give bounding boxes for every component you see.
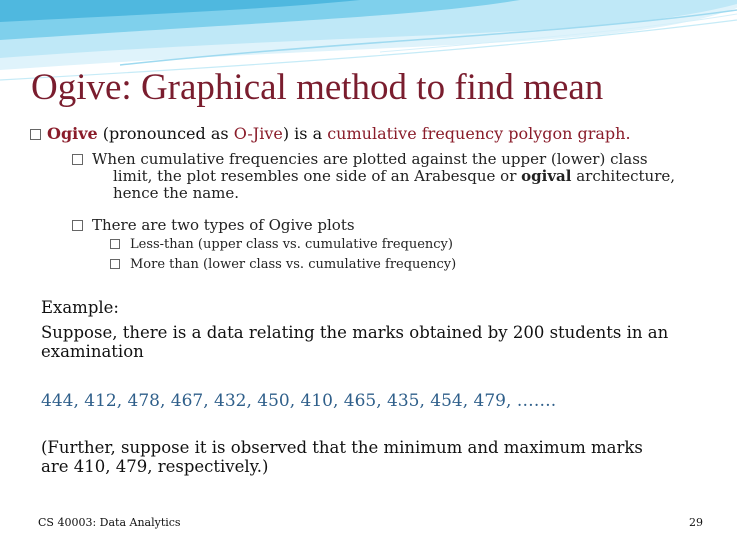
footer-page-number: 29	[689, 516, 703, 529]
bullet-icon	[110, 239, 120, 249]
sub2-item-text: Less-than (upper class vs. cumulative frequency)	[130, 237, 453, 252]
intro-text-1: (pronounced as	[97, 124, 234, 143]
sub2-item-text: More than (lower class vs. cumulative frequency)	[130, 257, 457, 272]
sub2-text: There are two types of Ogive plots	[92, 216, 355, 234]
page-title: Ogive: Graphical method to find mean	[31, 67, 604, 108]
marks-list: 444, 412, 478, 467, 432, 450, 410, 465, 435, 454, 479, …….	[41, 391, 557, 411]
example-heading: Example:	[41, 298, 119, 317]
sub1-text1: When cumulative frequencies are plotted against the upper (lower) class	[92, 150, 648, 168]
sub1-line1	[92, 150, 648, 168]
bullet-icon	[72, 154, 83, 165]
sub1-text2b: architecture,	[571, 167, 676, 185]
note-line2: are 410, 479, respectively.)	[41, 457, 269, 476]
definition: cumulative frequency polygon graph.	[327, 124, 631, 143]
example-line1: Suppose, there is a data relating the marks obtained by 200 students in an	[41, 323, 669, 342]
sub1-line3: hence the name.	[113, 184, 240, 202]
sub2-item-more-than	[110, 257, 456, 272]
intro-text-2: ) is a	[282, 124, 328, 143]
sub2-item-less-than	[110, 237, 453, 252]
example-line2: examination	[41, 342, 144, 361]
bullet-icon	[30, 129, 41, 140]
pronunciation: O-Jive	[233, 124, 283, 143]
term-ogive: Ogive	[47, 124, 98, 143]
intro-line	[30, 124, 631, 143]
sub2-line	[92, 216, 355, 234]
note-line1: (Further, suppose it is observed that the minimum and maximum marks	[41, 438, 643, 457]
bullet-icon	[72, 220, 83, 231]
sub1-text2a: limit, the plot resembles one side of an Arabesque or	[113, 167, 522, 185]
footer-course: CS 40003: Data Analytics	[38, 516, 181, 529]
sub1-line2	[113, 167, 675, 185]
bullet-icon	[110, 259, 120, 269]
sub1-ogival: ogival	[521, 167, 572, 185]
